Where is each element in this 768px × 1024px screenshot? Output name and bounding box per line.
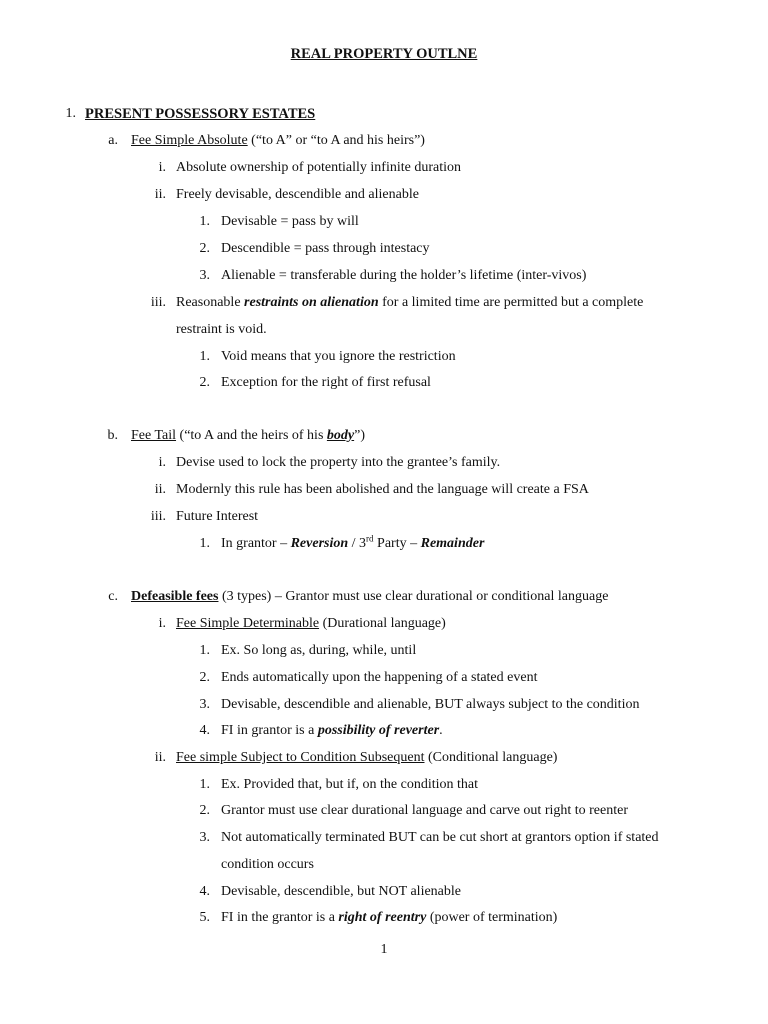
list-item: Absolute ownership of potentially infinite duration (176, 160, 462, 175)
page-number: 1 (380, 942, 388, 957)
list-item (221, 909, 557, 927)
item-marker: 1. (199, 643, 210, 658)
item-marker: i. (158, 455, 166, 470)
item-marker: 1. (199, 349, 210, 364)
list-item: Devise used to lock the property into the grantee’s family. (176, 455, 501, 470)
list-item: Exception for the right of first refusal (221, 375, 431, 390)
item-marker: 3. (199, 830, 210, 845)
subsection-b (131, 427, 365, 445)
list-item: Ex. Provided that, but if, on the condition that (221, 777, 479, 792)
item-marker: iii. (150, 509, 166, 524)
text-run: ”) (354, 428, 366, 443)
item-marker: ii. (154, 187, 166, 202)
text-run: / 3 (348, 536, 367, 551)
page-title: REAL PROPERTY OUTLNE (290, 46, 478, 62)
emphasis-text: possibility of reverter (317, 723, 440, 738)
item-marker: 4. (199, 884, 210, 899)
emphasis-text: restraints on alienation (244, 295, 379, 310)
item-marker: 1. (199, 214, 210, 229)
item-marker: 4. (199, 723, 210, 738)
text-run: for a limited time are permitted but a complete (378, 295, 644, 310)
list-item: Modernly this rule has been abolished and the language will create a FSA (176, 482, 589, 497)
list-item (176, 615, 446, 633)
list-item: Ends automatically upon the happening of a stated event (221, 670, 538, 685)
subsection-label: Fee Simple Absolute (131, 133, 248, 148)
list-item: Devisable, descendible and alienable, BUT always subject to the condition (221, 697, 640, 712)
list-item: Future Interest (176, 509, 259, 524)
item-label: Fee Simple Determinable (176, 616, 320, 631)
text-run: In grantor – (221, 536, 291, 551)
subsection-c (131, 588, 608, 606)
item-marker: ii. (154, 750, 166, 765)
section-heading: PRESENT POSSESSORY ESTATES (85, 106, 316, 122)
item-marker: i. (158, 160, 166, 175)
text-run: (Durational language) (319, 616, 446, 631)
item-marker: i. (158, 616, 166, 631)
text-run: FI in the grantor is a (221, 910, 339, 925)
list-item: Ex. So long as, during, while, until (221, 643, 417, 658)
subsection-rest: (“to A” or “to A and his heirs”) (247, 133, 425, 148)
section-number: 1. (65, 106, 76, 121)
item-marker: 2. (199, 670, 210, 685)
item-label: Fee simple Subject to Condition Subsequent (176, 750, 425, 765)
subsection-a (131, 132, 425, 150)
item-marker: 5. (199, 910, 210, 925)
superscript: rd (366, 533, 374, 544)
item-marker: 2. (199, 375, 210, 390)
list-item: Grantor must use clear durational language and carve out right to reenter (221, 803, 629, 818)
emphasis-text: body (326, 428, 355, 443)
list-item: Devisable = pass by will (221, 214, 359, 229)
item-marker: ii. (154, 482, 166, 497)
list-item: Descendible = pass through intestacy (221, 241, 430, 256)
text-run: (power of termination) (426, 910, 558, 925)
item-marker: iii. (150, 295, 166, 310)
text-run: . (439, 723, 443, 738)
subsection-rest: (3 types) – Grantor must use clear durational or conditional language (218, 589, 609, 604)
list-item: Alienable = transferable during the holder’s lifetime (inter-vivos) (221, 268, 587, 283)
emphasis-text: Remainder (420, 536, 485, 551)
subsection-label: Defeasible fees (131, 589, 219, 604)
list-item: Devisable, descendible, but NOT alienable (221, 884, 461, 899)
item-marker: 3. (199, 268, 210, 283)
item-marker: 3. (199, 697, 210, 712)
text-run: (Conditional language) (424, 750, 558, 765)
item-marker: 2. (199, 803, 210, 818)
list-item: Freely devisable, descendible and alienable (176, 187, 419, 202)
emphasis-text: right of reentry (338, 910, 427, 925)
text-run: (“to A and the heirs of his (176, 428, 327, 443)
list-item (176, 749, 557, 767)
list-item-continuation: restraint is void. (176, 322, 267, 337)
list-item (221, 722, 443, 740)
text-run: Reasonable (176, 295, 245, 310)
item-marker: 1. (199, 777, 210, 792)
list-item-continuation: condition occurs (221, 857, 314, 872)
list-item (221, 535, 484, 553)
text-run: FI in grantor is a (221, 723, 318, 738)
emphasis-text: Reversion (290, 536, 349, 551)
text-run: Party – (373, 536, 421, 551)
list-item: Not automatically terminated BUT can be cut short at grantors option if stated (221, 830, 659, 845)
item-marker: c. (108, 589, 118, 604)
item-marker: 2. (199, 241, 210, 256)
item-marker: 1. (199, 536, 210, 551)
item-marker: b. (107, 428, 118, 443)
item-marker: a. (108, 133, 118, 148)
subsection-label: Fee Tail (131, 428, 177, 443)
list-item (176, 294, 643, 312)
list-item: Void means that you ignore the restriction (221, 349, 456, 364)
